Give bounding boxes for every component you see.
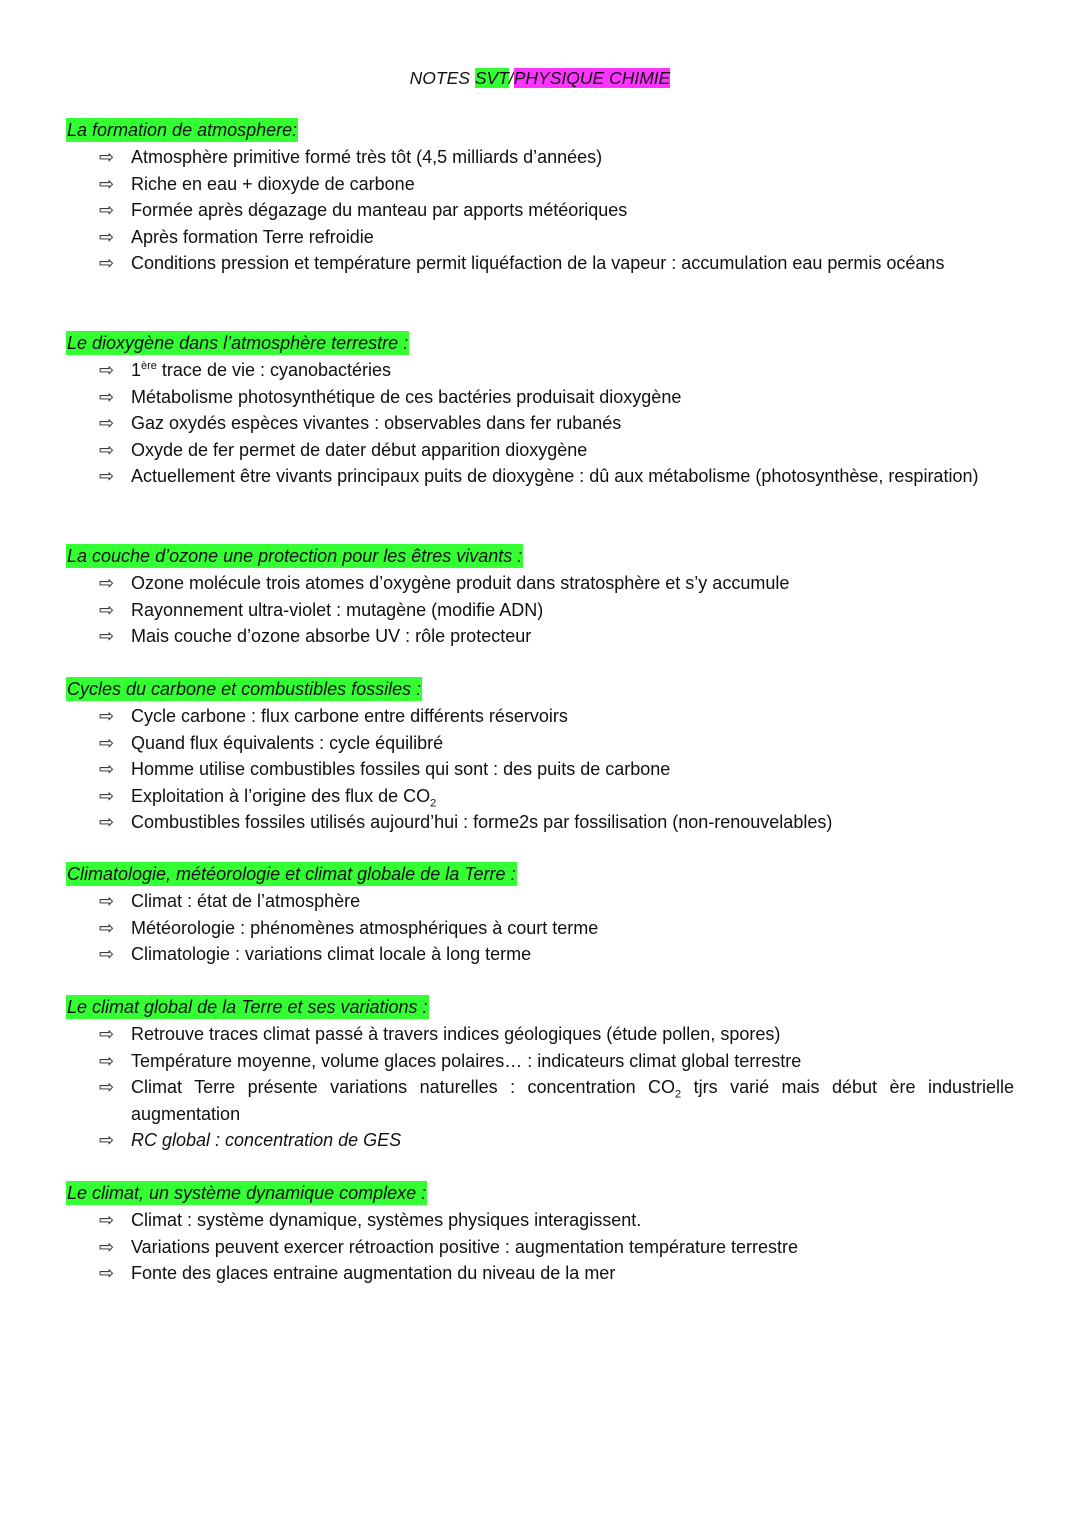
list-item: ⇨ Actuellement être vivants principaux puits de dioxygène : dû aux métabolisme (photosynthèse, respiration) (66, 463, 1014, 490)
arrow-icon: ⇨ (99, 599, 115, 620)
list-item: ⇨ Température moyenne, volume glaces polaires… : indicateurs climat global terrestre (66, 1048, 1014, 1075)
arrow-icon: ⇨ (99, 759, 115, 780)
title-prefix: NOTES (409, 68, 475, 88)
list-item: ⇨ Fonte des glaces entraine augmentation du niveau de la mer (66, 1260, 1014, 1287)
arrow-icon: ⇨ (99, 1210, 115, 1230)
page-title (0, 66, 1080, 90)
arrow-icon: ⇨ (99, 226, 115, 247)
bullet-list (66, 1021, 1026, 1154)
arrow-icon: ⇨ (99, 173, 115, 194)
arrow-icon: ⇨ (99, 626, 115, 647)
section-heading: Le climat, un système dynamique complexe : (67, 1183, 427, 1203)
title-slash: / (508, 68, 514, 88)
section-heading: Le dioxygène dans l’atmosphère terrestre : (67, 333, 409, 353)
list-item: ⇨ Variations peuvent exercer rétroaction positive : augmentation température terrestre (66, 1234, 1014, 1261)
arrow-icon: ⇨ (99, 891, 115, 911)
section-ozone (66, 544, 1026, 650)
arrow-icon: ⇨ (99, 147, 115, 167)
list-item: ⇨ Oxyde de fer permet de dater début apparition dioxygène (66, 437, 1014, 464)
list-item: ⇨ 1ère trace de vie : cyanobactéries (66, 357, 1014, 384)
list-item: ⇨ Climat : état de l’atmosphère (66, 888, 1014, 915)
list-item: ⇨ Atmosphère primitive formé très tôt (4,5 milliards d’années) (66, 144, 1014, 171)
arrow-icon: ⇨ (99, 200, 115, 221)
arrow-icon: ⇨ (99, 812, 115, 833)
title-svt-highlight: SVT (474, 68, 509, 88)
section-climat-global (66, 995, 1026, 1154)
list-item: ⇨ Exploitation à l’origine des flux de $CO_2$ (66, 783, 1014, 810)
section-climatologie (66, 862, 1026, 968)
arrow-icon: ⇨ (99, 1236, 115, 1257)
arrow-icon: ⇨ (99, 732, 115, 753)
bullet-list (66, 703, 1026, 836)
section-dioxygene (66, 331, 1026, 490)
list-item: ⇨ Mais couche d’ozone absorbe UV : rôle protecteur (66, 623, 1014, 650)
section-formation-atmosphere (66, 118, 1026, 277)
section-heading: La formation de atmosphere: (67, 120, 298, 140)
list-item: ⇨ Climat Terre présente variations naturelles : concentration $CO_2$ tjrs varié mais début ère industrielle augmentation (66, 1074, 1014, 1127)
list-item: ⇨ Cycle carbone : flux carbone entre différents réservoirs (66, 703, 1014, 730)
bullet-list (66, 1207, 1026, 1287)
arrow-icon: ⇨ (99, 573, 115, 593)
bullet-list (66, 357, 1026, 490)
section-heading: Climatologie, météorologie et climat globale de la Terre : (67, 864, 516, 884)
list-item: ⇨ Conditions pression et température permit liquéfaction de la vapeur : accumulation eau permis océans (66, 250, 1014, 277)
list-item: ⇨ Météorologie : phénomènes atmosphériques à court terme (66, 915, 1014, 942)
bullet-list (66, 144, 1026, 277)
arrow-icon: ⇨ (99, 917, 115, 938)
arrow-icon: ⇨ (99, 1050, 115, 1071)
list-item: ⇨ Ozone molécule trois atomes d’oxygène produit dans stratosphère et s’y accumule (66, 570, 1014, 597)
list-item: ⇨ Combustibles fossiles utilisés aujourd’hui : forme2s par fossilisation (non-renouvelables) (66, 809, 1014, 836)
list-item: ⇨ Retrouve traces climat passé à travers indices géologiques (étude pollen, spores) (66, 1021, 1014, 1048)
arrow-icon: ⇨ (99, 1024, 115, 1044)
section-heading: Le climat global de la Terre et ses variations : (67, 997, 428, 1017)
arrow-icon: ⇨ (99, 439, 115, 460)
section-systeme-dynamique (66, 1181, 1026, 1287)
list-item: ⇨ Après formation Terre refroidie (66, 224, 1014, 251)
arrow-icon: ⇨ (99, 386, 115, 407)
list-item: ⇨ Climatologie : variations climat locale à long terme (66, 941, 1014, 968)
arrow-icon: ⇨ (99, 1263, 115, 1284)
bullet-list (66, 570, 1026, 650)
list-item: ⇨ RC global : concentration de GES (66, 1127, 1014, 1154)
arrow-icon: ⇨ (99, 253, 115, 274)
list-item: ⇨ Gaz oxydés espèces vivantes : observables dans fer rubanés (66, 410, 1014, 437)
arrow-icon: ⇨ (99, 466, 115, 487)
section-heading: La couche d’ozone une protection pour les êtres vivants : (67, 546, 523, 566)
list-item: ⇨ Riche en eau + dioxyde de carbone (66, 171, 1014, 198)
bullet-list (66, 888, 1026, 968)
arrow-icon: ⇨ (99, 1077, 115, 1098)
list-item: ⇨ Rayonnement ultra-violet : mutagène (modifie ADN) (66, 597, 1014, 624)
list-item: ⇨ Homme utilise combustibles fossiles qui sont : des puits de carbone (66, 756, 1014, 783)
title-pc-highlight: PHYSIQUE CHIMIE (513, 68, 671, 88)
list-item: ⇨ Métabolisme photosynthétique de ces bactéries produisait dioxygène (66, 384, 1014, 411)
section-heading: Cycles du carbone et combustibles fossiles : (67, 679, 422, 699)
list-item: ⇨ Climat : système dynamique, systèmes physiques interagissent. (66, 1207, 1014, 1234)
list-item: ⇨ Formée après dégazage du manteau par apports météoriques (66, 197, 1014, 224)
arrow-icon: ⇨ (99, 785, 115, 806)
arrow-icon: ⇨ (99, 706, 115, 726)
arrow-icon: ⇨ (99, 1130, 115, 1151)
list-item: ⇨ Quand flux équivalents : cycle équilibré (66, 730, 1014, 757)
arrow-icon: ⇨ (99, 944, 115, 965)
arrow-icon: ⇨ (99, 360, 115, 380)
arrow-icon: ⇨ (99, 413, 115, 434)
section-cycles-carbone (66, 677, 1026, 836)
